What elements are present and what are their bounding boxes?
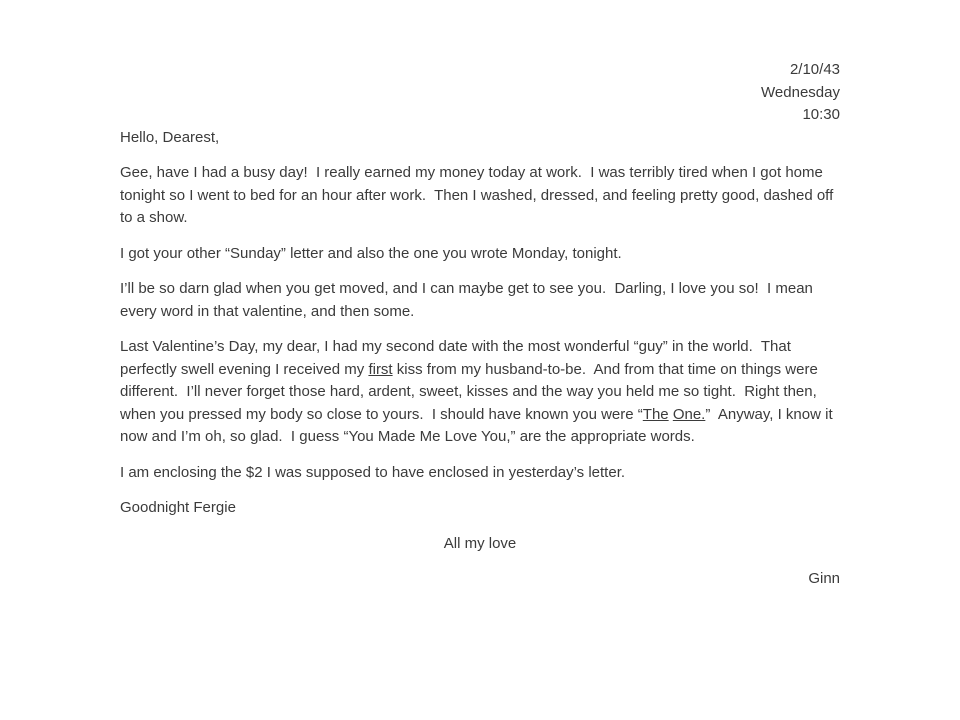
time-line: 10:30 — [802, 106, 840, 123]
greeting: Hello, Dearest, — [120, 128, 220, 146]
text-run: kiss from my husband-to-be. And from that time on things were different. I’ll never forget those hard, ardent, sweet, kisses and the way you held me so tight. Right then, when you pressed my body so close to yours. I should have known you were “ — [120, 360, 822, 423]
letter-paragraph — [120, 278, 840, 323]
signature: Ginn — [808, 570, 840, 587]
text-run: Gee, have I had a busy day! I really earned my money today at work. I was terribly tired when I got home tonight so I went to bed for an hour after work. Then I washed, dressed, and feeling pretty good, dashed off to a show. — [120, 164, 838, 226]
underlined-text: The — [642, 405, 669, 423]
letter-paragraph — [120, 336, 840, 449]
text-run: I’ll be so darn glad when you get moved, and I can maybe get to see you. Darling, I love you so! I mean every word in that valentine, and then some. — [120, 280, 818, 320]
signoff-line: Goodnight Fergie — [120, 499, 236, 516]
underlined-text: first — [368, 360, 393, 378]
underlined-text: One. — [672, 405, 706, 423]
letter-paragraph — [120, 243, 840, 266]
date-line: 2/10/43 — [789, 61, 840, 78]
text-run: I got your other “Sunday” letter and also the one you wrote Monday, tonight. — [120, 244, 622, 262]
text-run: ” Anyway, I know it now and I’m oh, so glad. I guess “You Made Me Love You,” are the appropriate words. — [120, 405, 837, 445]
text-run: I am enclosing the $2 I was supposed to have enclosed in yesterday’s letter. — [120, 463, 626, 481]
letter-paragraphs — [120, 162, 840, 484]
closing-line: All my love — [443, 534, 517, 552]
text-run: Last Valentine’s Day, my dear, I had my second date with the most wonderful “guy” in the world. That perfectly swell evening I received my — [120, 338, 796, 378]
day-line: Wednesday — [761, 83, 840, 101]
date-block — [120, 59, 840, 127]
letter-paragraph — [120, 162, 840, 230]
letter-paragraph — [120, 462, 840, 485]
